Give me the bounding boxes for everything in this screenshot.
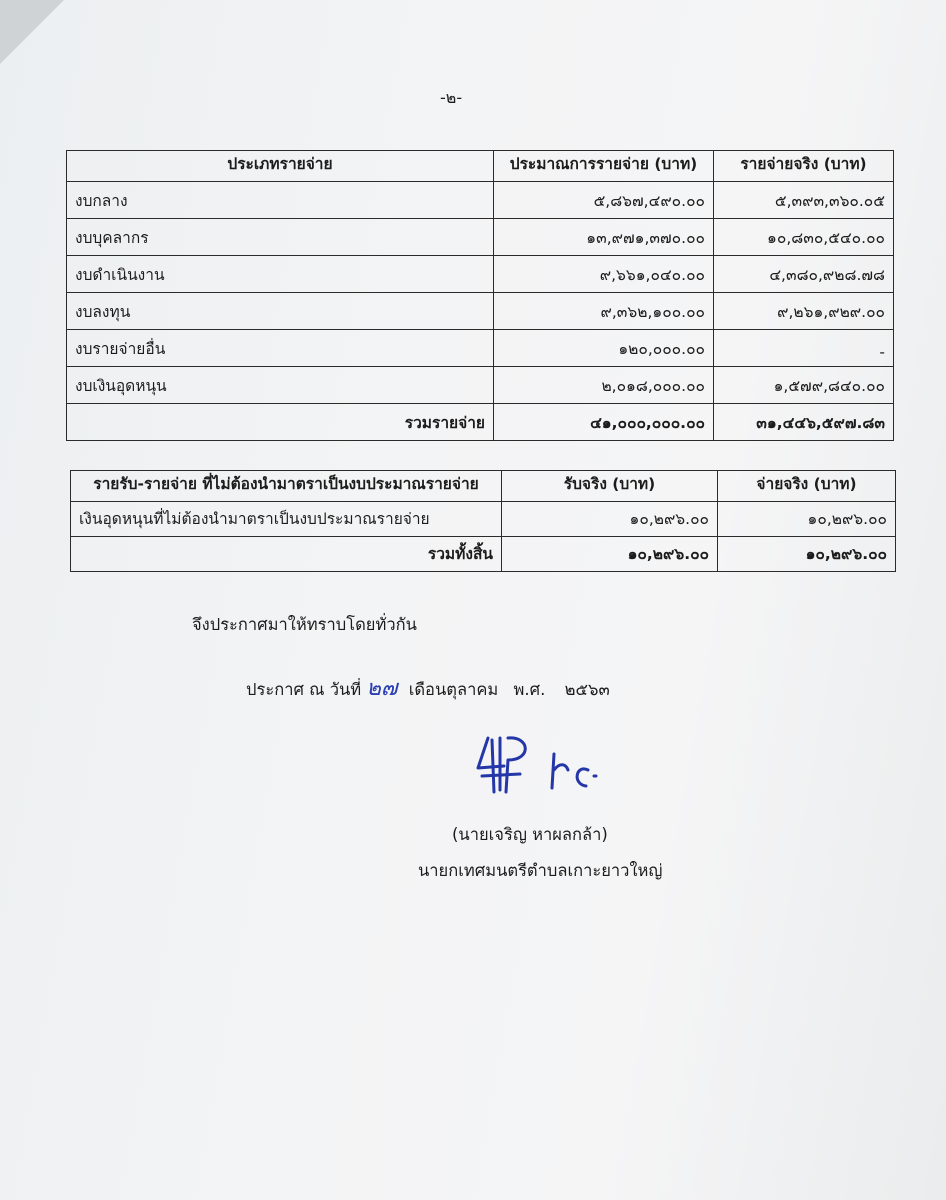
table-row	[67, 366, 893, 403]
actual-amount: -	[713, 330, 893, 366]
table-row	[67, 329, 893, 366]
page-number: -๒-	[440, 88, 463, 107]
expense-type: งบบุคลากร	[75, 229, 149, 247]
estimate-amount: ๙,๓๖๒,๑๐๐.๐๐	[493, 293, 713, 329]
page-corner-shadow	[0, 0, 64, 64]
actual-amount: ๑,๕๗๙,๘๔๐.๐๐	[713, 367, 893, 403]
table-row	[67, 181, 893, 218]
total-label: รวมรายจ่าย	[404, 414, 485, 432]
date-year: ๒๕๖๓	[564, 680, 610, 699]
signatory-name: (นายเจริญ หาผลกล้า)	[452, 825, 608, 844]
header-expense-type: ประเภทรายจ่าย	[227, 155, 333, 173]
total-estimate: ๔๑,๐๐๐,๐๐๐.๐๐	[493, 404, 713, 440]
date-prefix: ประกาศ ณ วันที่	[246, 680, 362, 699]
date-era: พ.ศ.	[513, 680, 546, 699]
header-estimate: ประมาณการรายจ่าย (บาท)	[493, 151, 713, 181]
table-row	[67, 292, 893, 329]
table-row	[71, 501, 895, 536]
expense-type: งบดำเนินงาน	[75, 266, 165, 284]
total-row	[67, 403, 893, 440]
table-header-row	[71, 471, 895, 501]
announcement-date	[246, 670, 610, 705]
handwritten-day: ๒๗	[366, 676, 398, 701]
total-row	[71, 536, 895, 571]
header-received: รับจริง (บาท)	[501, 471, 717, 501]
estimate-amount: ๕,๘๖๗,๔๙๐.๐๐	[493, 182, 713, 218]
actual-amount: ๕,๓๙๓,๓๖๐.๐๕	[713, 182, 893, 218]
total-label: รวมทั้งสิ้น	[427, 545, 493, 563]
estimate-amount: ๑๓,๙๗๑,๓๗๐.๐๐	[493, 219, 713, 255]
expense-type: งบลงทุน	[75, 303, 131, 321]
actual-amount: ๑๐,๘๓๐,๕๔๐.๐๐	[713, 219, 893, 255]
signature	[470, 730, 610, 804]
item-name: เงินอุดหนุนที่ไม่ต้องนำมาตราเป็นงบประมาณรายจ่าย	[79, 510, 430, 528]
expenditure-table	[66, 150, 894, 441]
estimate-amount: ๑๒๐,๐๐๐.๐๐	[493, 330, 713, 366]
paid-amount: ๑๐,๒๙๖.๐๐	[717, 502, 895, 536]
total-actual: ๓๑,๔๔๖,๕๙๗.๘๓	[713, 404, 893, 440]
received-amount: ๑๐,๒๙๖.๐๐	[501, 502, 717, 536]
header-paid: จ่ายจริง (บาท)	[717, 471, 895, 501]
estimate-amount: ๙,๖๖๑,๐๔๐.๐๐	[493, 256, 713, 292]
header-actual: รายจ่ายจริง (บาท)	[713, 151, 893, 181]
table-row	[67, 218, 893, 255]
actual-amount: ๔,๓๘๐,๙๒๘.๗๘	[713, 256, 893, 292]
expense-type: งบกลาง	[75, 192, 128, 210]
total-received: ๑๐,๒๙๖.๐๐	[501, 537, 717, 571]
date-month: เดือนตุลาคม	[408, 680, 499, 699]
expense-type: งบรายจ่ายอื่น	[75, 340, 166, 358]
total-paid: ๑๐,๒๙๖.๐๐	[717, 537, 895, 571]
estimate-amount: ๒,๐๑๘,๐๐๐.๐๐	[493, 367, 713, 403]
announcement-notice: จึงประกาศมาให้ทราบโดยทั่วกัน	[192, 615, 417, 634]
table-row	[67, 255, 893, 292]
off-budget-table	[70, 470, 896, 572]
header-item: รายรับ-รายจ่าย ที่ไม่ต้องนำมาตราเป็นงบประมาณรายจ่าย	[93, 475, 479, 493]
table-header-row	[67, 151, 893, 181]
expense-type: งบเงินอุดหนุน	[75, 377, 167, 395]
signatory-title: นายกเทศมนตรีตำบลเกาะยาวใหญ่	[418, 861, 663, 880]
actual-amount: ๙,๒๖๑,๙๒๙.๐๐	[713, 293, 893, 329]
